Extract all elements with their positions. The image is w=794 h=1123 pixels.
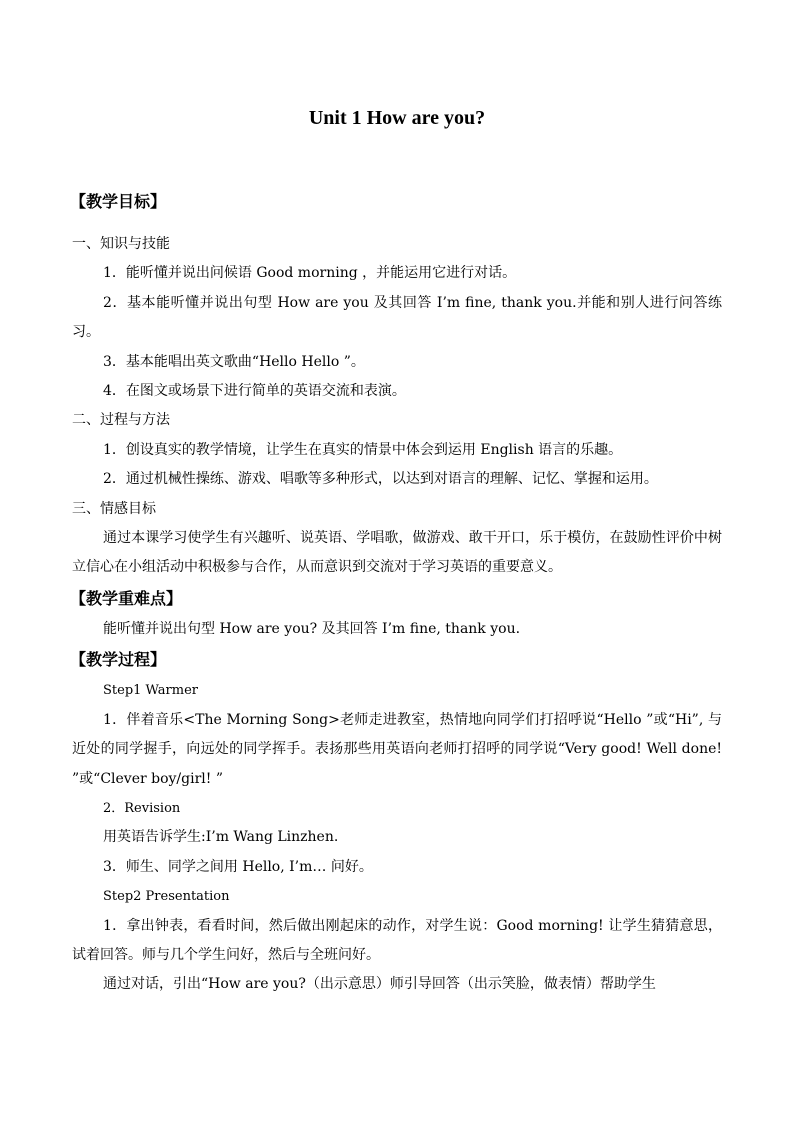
process-item: 用英语告诉学生:I’m Wang Linzhen. [103, 829, 339, 846]
step-title-presentation: Step2 Presentation [103, 889, 230, 905]
section-heading-process: 【教学过程】 [70, 650, 167, 670]
objective-item: 3．基本能唱出英文歌曲“Hello Hello ”。 [103, 353, 365, 370]
step-title-warmer: Step1 Warmer [103, 683, 198, 699]
section-heading-key-points: 【教学重难点】 [70, 588, 183, 608]
objective-item: 4．在图文或场景下进行简单的英语交流和表演。 [103, 383, 406, 400]
process-item: 通过对话，引出“How are you?（出示意思）师引导回答（出示笑脸，做表情）帮助学生 [103, 976, 656, 993]
subheading-knowledge-skills: 一、知识与技能 [72, 236, 170, 252]
document-title: Unit 1 How are you? [308, 107, 486, 129]
process-item: 1．拿出钟表，看看时间，然后做出刚起床的动作，对学生说：Good morning! 让学生猜猜意思，试着回答。师与几个学生问好，然后与全班问好。 [72, 917, 722, 963]
key-points-text: 能听懂并说出句型 How are you? 及其回答 I’m fine, thank you. [103, 620, 521, 637]
method-item: 1．创设真实的教学情境，让学生在真实的情景中体会到运用 English 语言的乐趣。 [103, 441, 623, 458]
document-body [72, 186, 722, 1000]
objective-item: 1．能听懂并说出问候语 Good morning ，并能运用它进行对话。 [103, 265, 517, 282]
emotional-goal-text: 通过本课学习使学生有兴趣听、说英语、学唱歌，做游戏、敢干开口，乐于模仿，在鼓励性评价中树立信心在小组活动中积极参与合作，从而意识到交流对于学习英语的重要意义。 [72, 530, 722, 576]
subheading-process-methods: 二、过程与方法 [72, 412, 170, 429]
method-item: 2．通过机械性操练、游戏、唱歌等多种形式，以达到对语言的理解、记忆、掌握和运用。 [103, 471, 658, 488]
process-item: 2．Revision [103, 800, 181, 816]
objective-item: 2．基本能听懂并说出句型 How are you 及其回答 I’m fine, thank you.并能和别人进行问答练习。 [72, 294, 722, 341]
subheading-emotional-goals: 三、情感目标 [72, 500, 156, 517]
process-item: 1．伴着音乐<The Morning Song>老师走进教室，热情地向同学们打招呼说“Hello ”或“Hi”, 与近处的同学握手，向远处的同学挥手。表扬那些用英语向老师打招呼的同学说“Very good! Well done! ”或“Clever boy/girl! ” [72, 711, 722, 787]
section-heading-objectives: 【教学目标】 [70, 192, 167, 211]
process-item: 3．师生、同学之间用 Hello, I’m… 问好。 [103, 858, 373, 875]
